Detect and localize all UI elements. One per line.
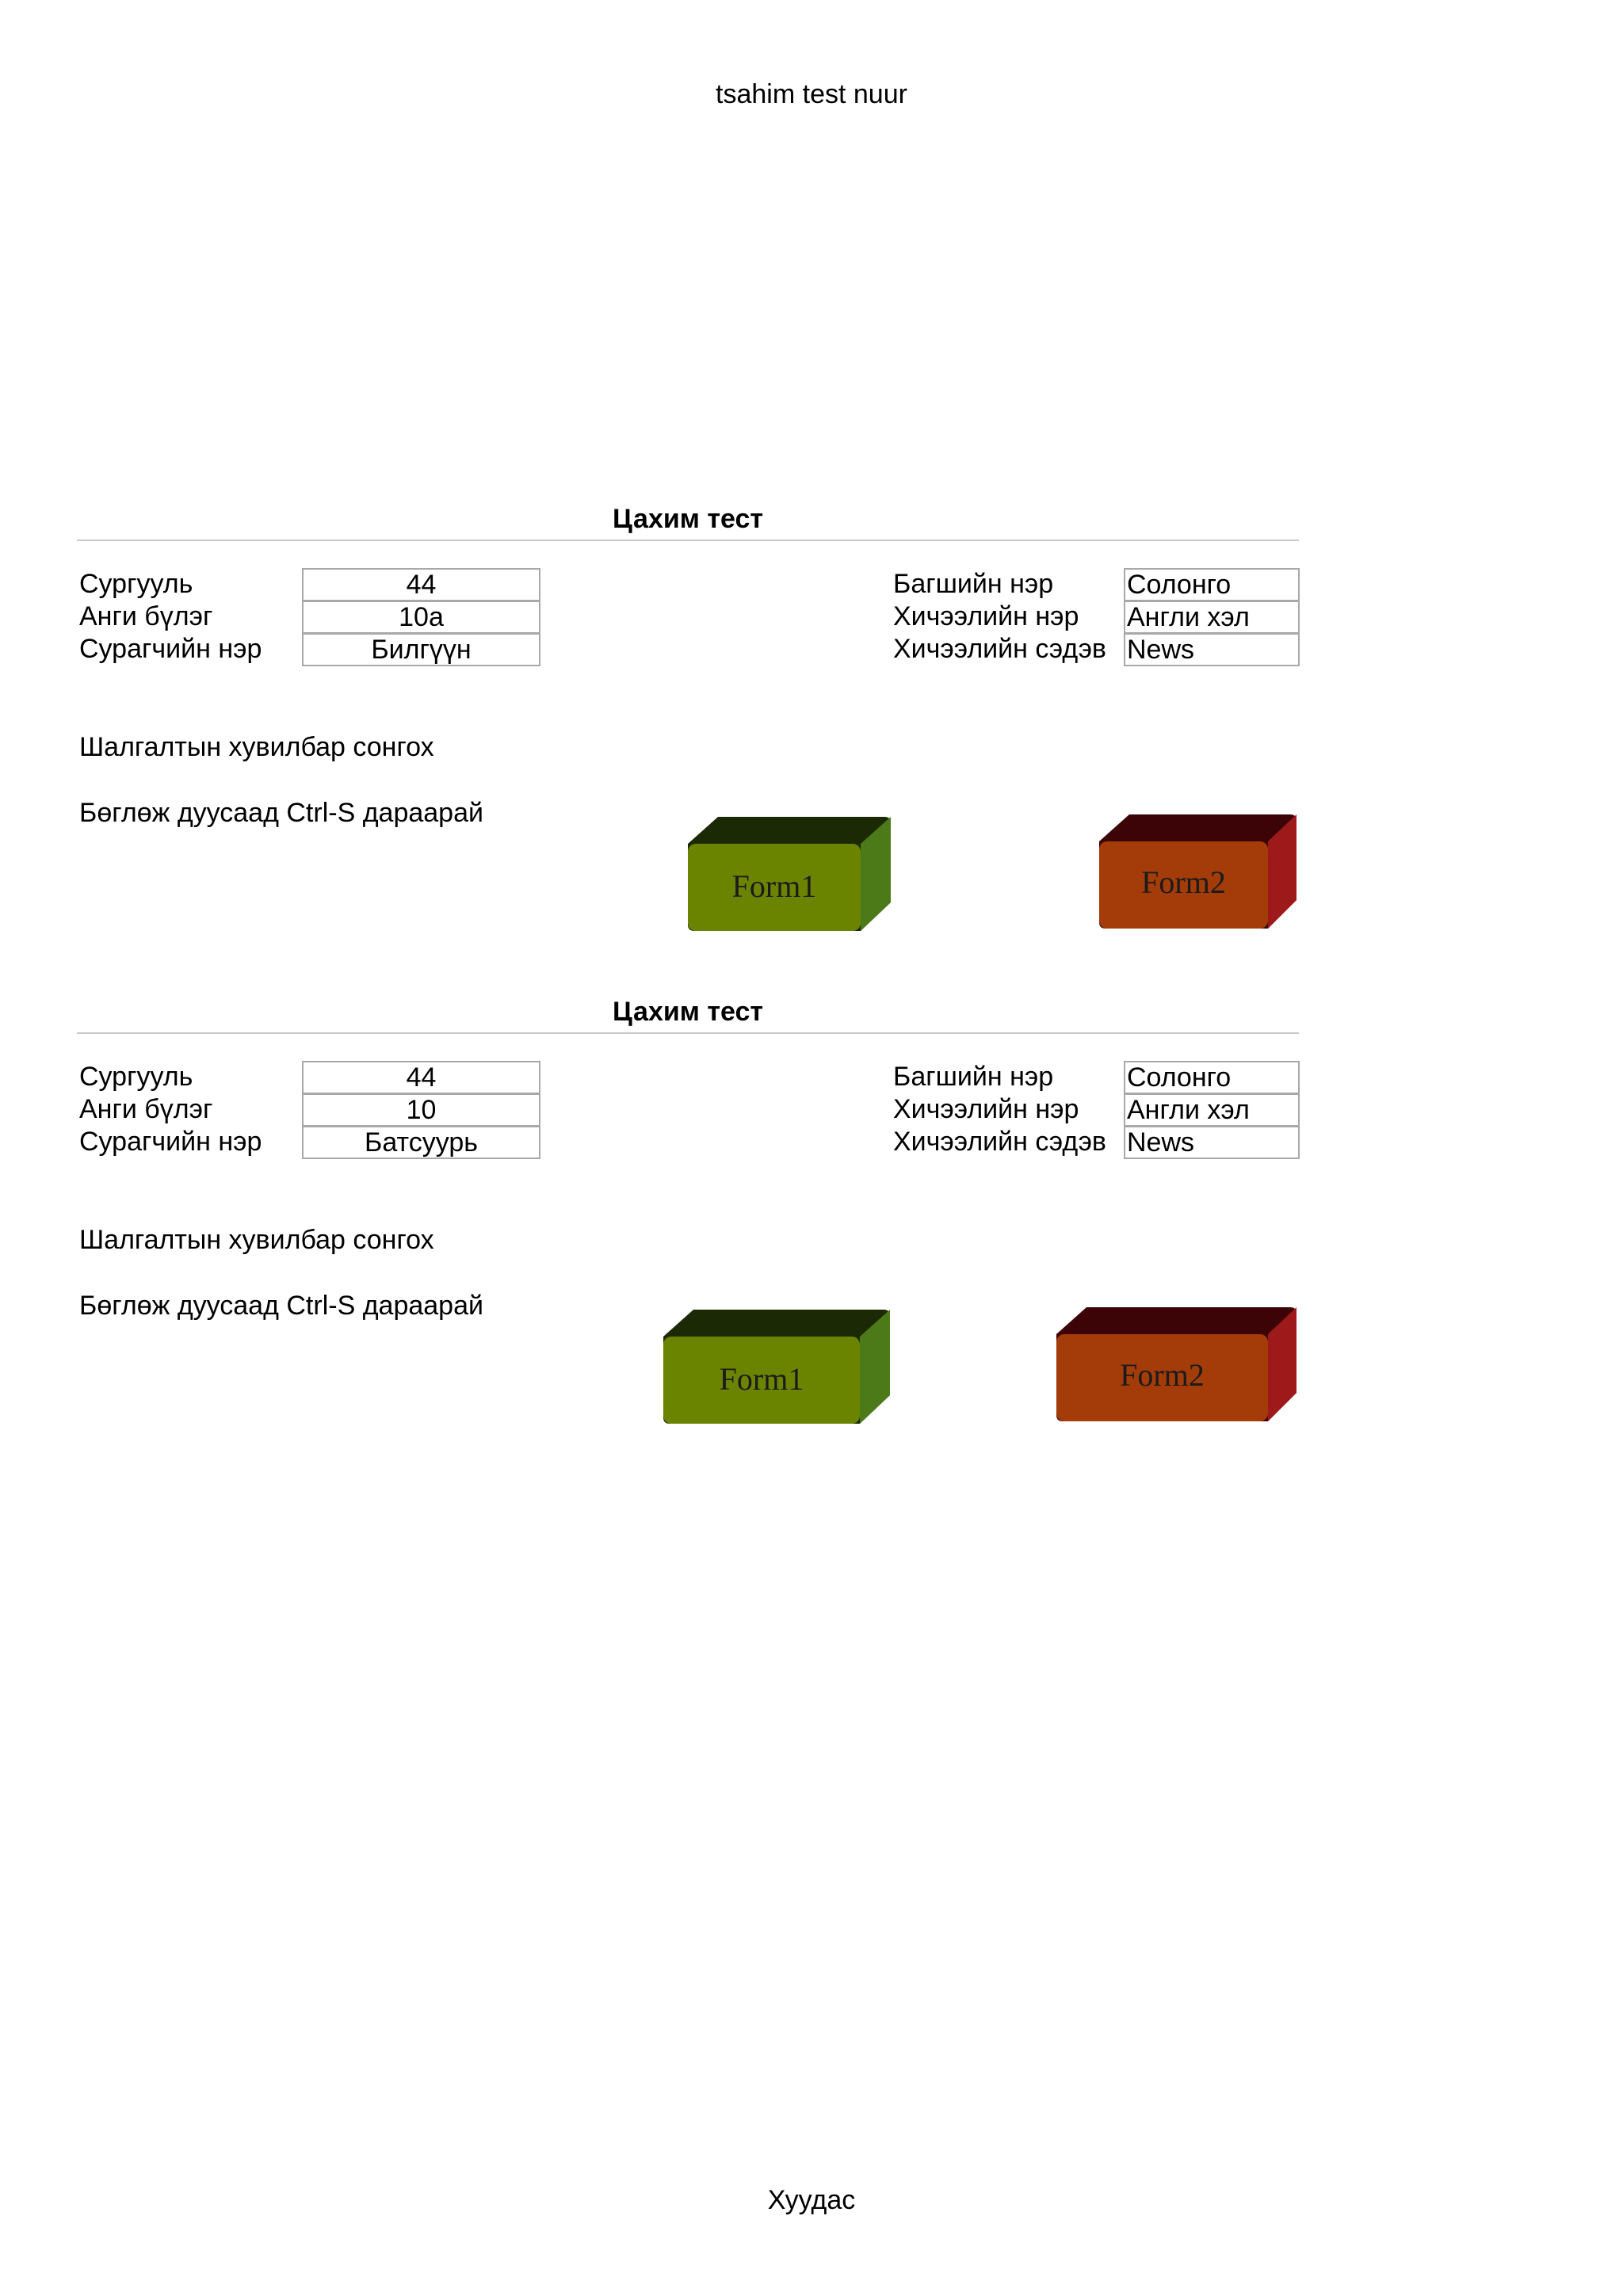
student-name-field[interactable]: Батсуурь: [302, 1126, 540, 1159]
teacher-name-field[interactable]: Солонго: [1124, 1061, 1300, 1094]
subject-name-field[interactable]: Англи хэл: [1124, 1093, 1300, 1127]
form1-button[interactable]: [686, 815, 892, 936]
lesson-topic-field[interactable]: News: [1124, 1126, 1300, 1159]
form2-button[interactable]: [1055, 1306, 1298, 1426]
form1-button[interactable]: [662, 1308, 892, 1428]
teacher-name-field[interactable]: Солонго: [1124, 568, 1300, 601]
class-group-field[interactable]: 10: [302, 1093, 540, 1127]
subject-name-field[interactable]: Англи хэл: [1124, 601, 1300, 634]
school-field[interactable]: 44: [302, 1061, 540, 1094]
school-label: Сургууль: [79, 569, 193, 599]
choose-variant-text: Шалгалтын хувилбар сонгох: [79, 1225, 434, 1255]
test-form-section: [0, 502, 1623, 977]
page-footer: Хуудас: [767, 2185, 856, 2215]
class-group-label: Анги бүлэг: [79, 1094, 213, 1124]
title-divider: [77, 1032, 1299, 1034]
save-hint-text: Бөглөж дуусаад Ctrl-S дараарай: [79, 1291, 483, 1321]
class-group-label: Анги бүлэг: [79, 601, 213, 631]
page-header: tsahim test nuur: [716, 79, 907, 109]
save-hint-text: Бөглөж дуусаад Ctrl-S дараарай: [79, 798, 483, 828]
student-name-field[interactable]: Билгүүн: [302, 633, 540, 666]
subject-name-label: Хичээлийн нэр: [893, 601, 1079, 631]
school-field[interactable]: 44: [302, 568, 540, 601]
student-name-label: Сурагчийн нэр: [79, 634, 262, 664]
lesson-topic-field[interactable]: News: [1124, 633, 1300, 666]
teacher-name-label: Багшийн нэр: [893, 569, 1054, 599]
form2-button-label: Form2: [1120, 1357, 1205, 1393]
section-title: Цахим тест: [612, 504, 764, 534]
form2-button-label: Form2: [1141, 864, 1226, 900]
teacher-name-label: Багшийн нэр: [893, 1062, 1054, 1092]
student-name-label: Сурагчийн нэр: [79, 1127, 262, 1157]
lesson-topic-label: Хичээлийн сэдэв: [893, 1127, 1106, 1157]
title-divider: [77, 540, 1299, 541]
school-label: Сургууль: [79, 1062, 193, 1092]
lesson-topic-label: Хичээлийн сэдэв: [893, 634, 1106, 664]
test-form-section: [0, 994, 1623, 1470]
form2-button[interactable]: [1098, 813, 1298, 933]
form1-button-label: Form1: [731, 868, 817, 904]
form1-button-label: Form1: [719, 1361, 804, 1397]
choose-variant-text: Шалгалтын хувилбар сонгох: [79, 732, 434, 762]
section-title: Цахим тест: [612, 997, 764, 1027]
class-group-field[interactable]: 10a: [302, 601, 540, 634]
subject-name-label: Хичээлийн нэр: [893, 1094, 1079, 1124]
